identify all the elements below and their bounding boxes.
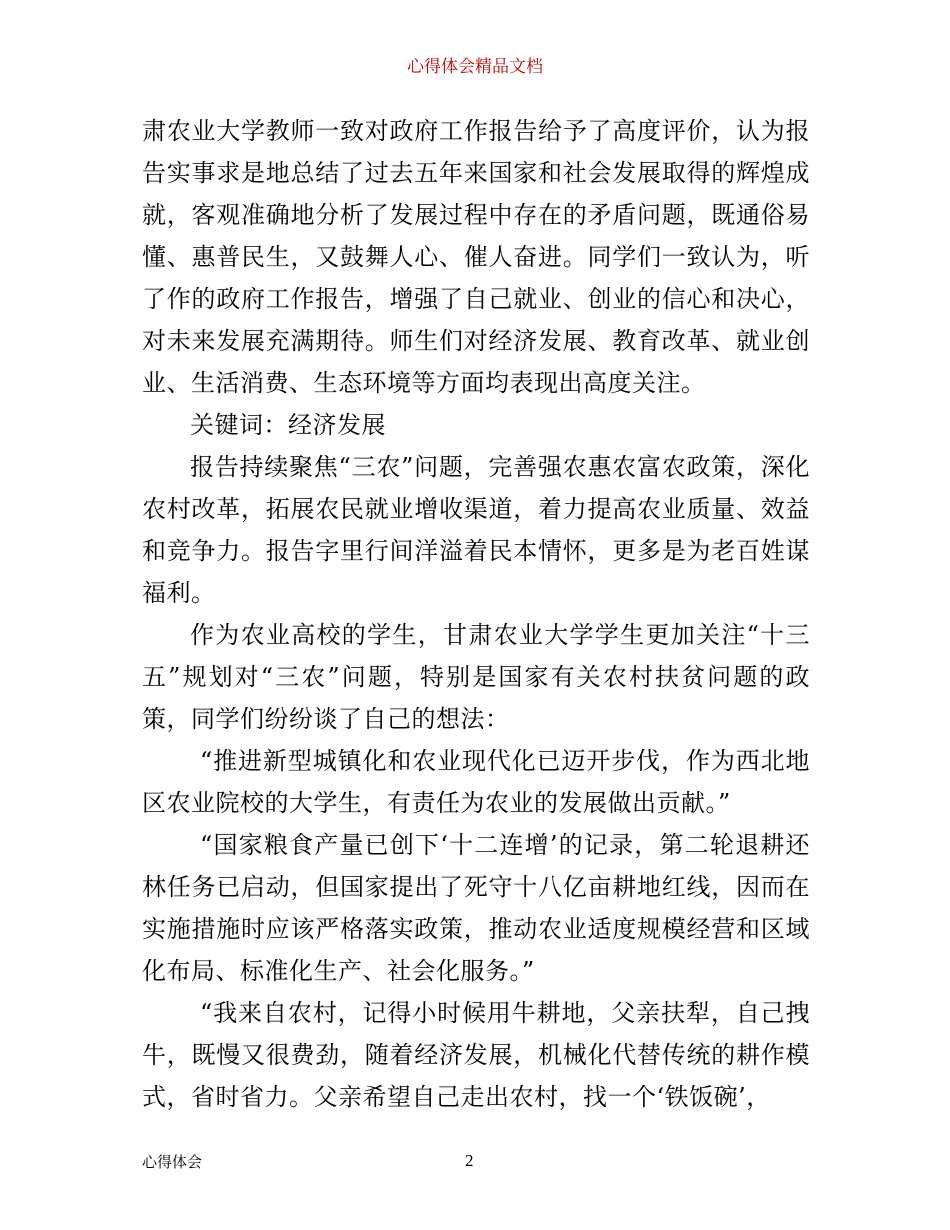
paragraph-quote-2: “国家粮食产量已创下‘十二连增’的记录，第二轮退耕还林任务已启动，但国家提出了死守十八亿亩耕地红线，因而在实施措施时应该严格落实政策，推动农业适度规模经营和区域化布局、标准化生产、社会化服务。” <box>142 831 810 985</box>
paragraph-quote-3: “我来自农村，记得小时候用牛耕地，父亲扶犁，自己拽牛，既慢又很费劲，随着经济发展，机械化代替传统的耕作模式，省时省力。父亲希望自己走出农村，找一个‘铁饭碗’， <box>142 999 810 1111</box>
document-body <box>142 110 810 1118</box>
paragraph-students: 作为农业高校的学生，甘肃农业大学学生更加关注“十三五”规划对“三农”问题，特别是国家有关农村扶贫问题的政策，同学们纷纷谈了自己的想法： <box>142 621 810 733</box>
paragraph-keywords: 关键词：经济发展 <box>190 411 386 439</box>
paragraph-intro: 肃农业大学教师一致对政府工作报告给予了高度评价，认为报告实事求是地总结了过去五年来国家和社会发展取得的辉煌成就，客观准确地分析了发展过程中存在的矛盾问题，既通俗易懂、惠普民生，又鼓舞人心、催人奋进。同学们一致认为，听了作的政府工作报告，增强了自己就业、创业的信心和决心，对未来发展充满期待。师生们对经济发展、教育改革、就业创业、生活消费、生态环境等方面均表现出高度关注。 <box>142 117 810 397</box>
page-header-title: 心得体会精品文档 <box>407 57 543 77</box>
page-number: 2 <box>465 1151 474 1170</box>
footer-label: 心得体会 <box>142 1153 203 1171</box>
paragraph-report-focus: 报告持续聚焦“三农”问题，完善强农惠农富农政策，深化农村改革，拓展农民就业增收渠道，着力提高农业质量、效益和竞争力。报告字里行间洋溢着民本情怀，更多是为老百姓谋福利。 <box>142 453 810 607</box>
paragraph-quote-1: “推进新型城镇化和农业现代化已迈开步伐，作为西北地区农业院校的大学生，有责任为农业的发展做出贡献。” <box>142 747 810 817</box>
